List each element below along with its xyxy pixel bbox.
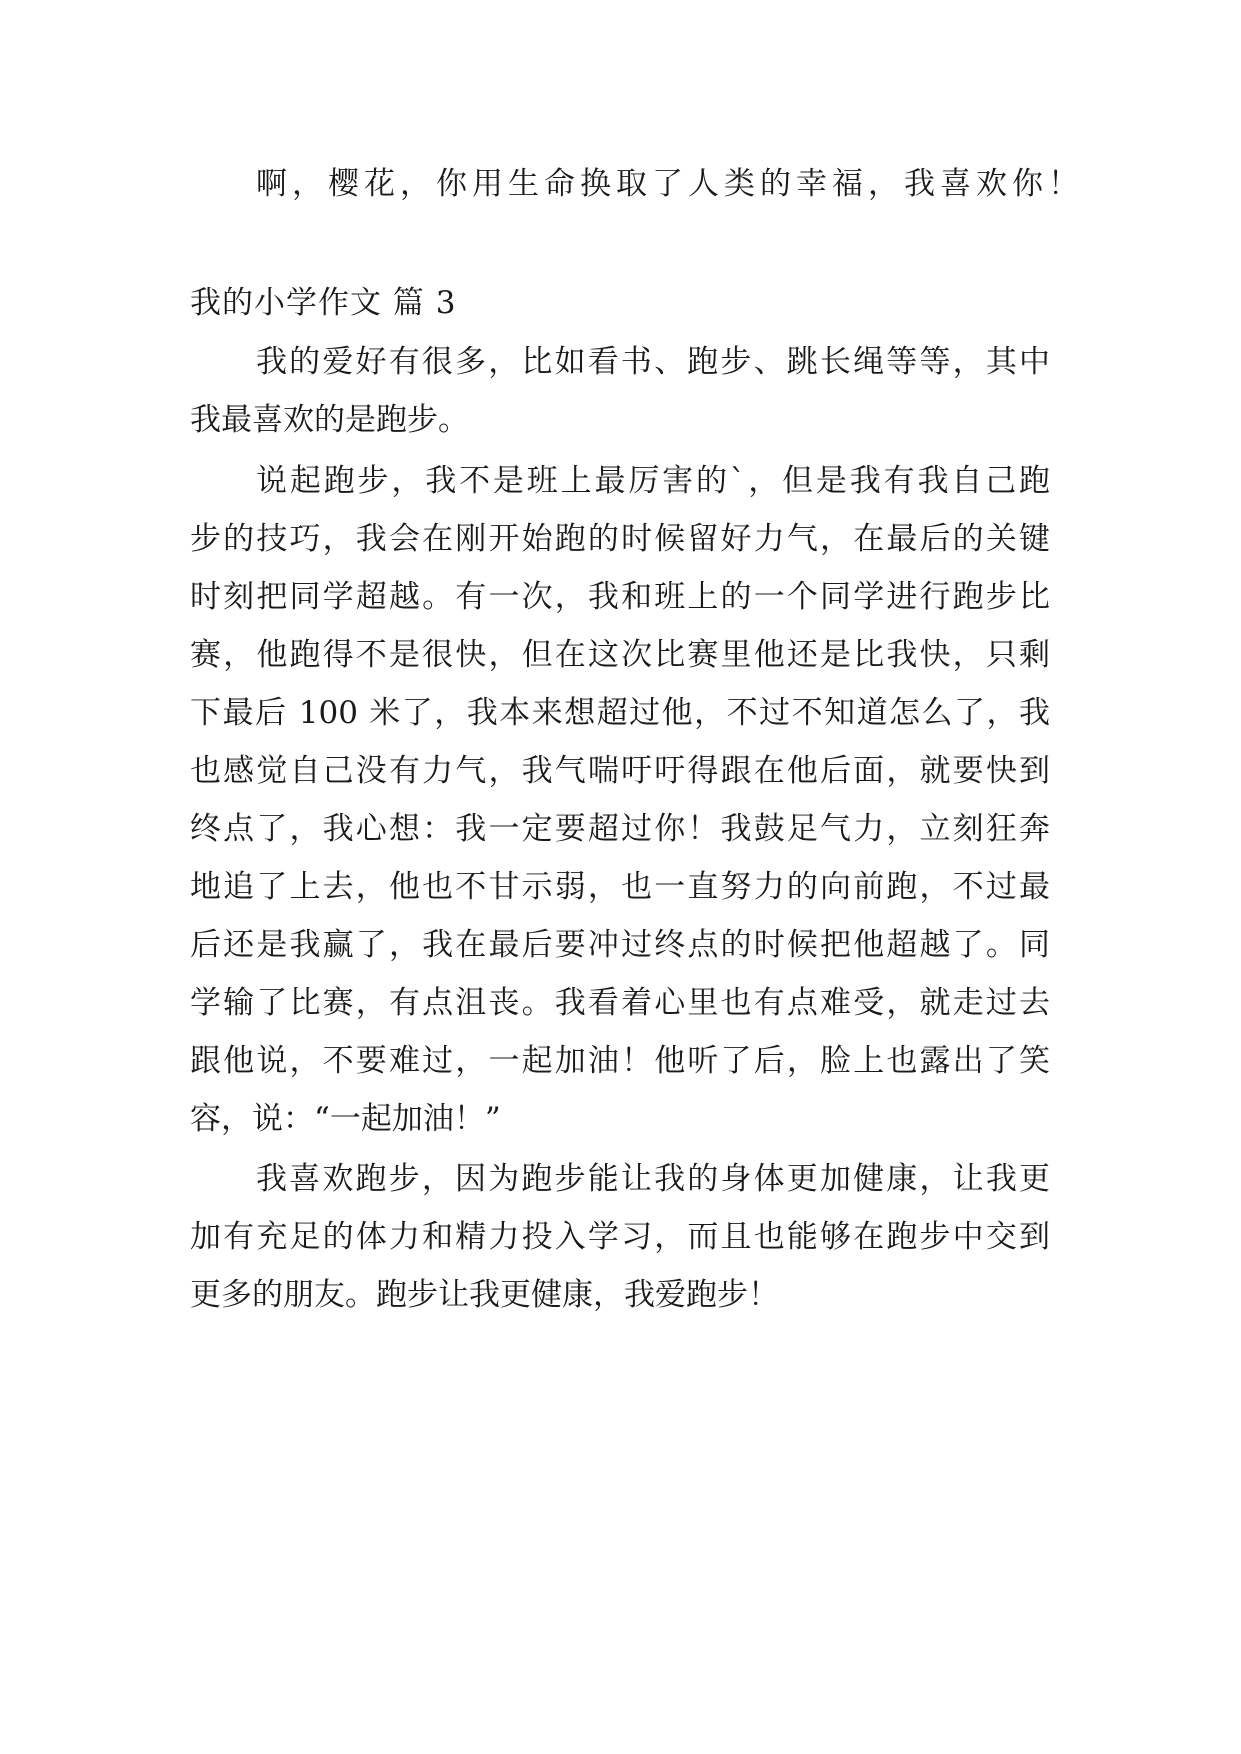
closing-line: 啊，樱花，你用生命换取了人类的幸福，我喜欢你！ (256, 166, 1084, 202)
paragraph-line: 更多的朋友。跑步让我更健康，我爱跑步！ (190, 1277, 779, 1313)
paragraph-line: 也感觉自己没有力气，我气喘吁吁得跟在他后面，就要快到 (190, 753, 1050, 789)
paragraph-line: 后还是我赢了，我在最后要冲过终点的时候把他超越了。同 (190, 927, 1050, 963)
paragraph-line: 步的技巧，我会在刚开始跑的时候留好力气，在最后的关键 (190, 521, 1050, 557)
paragraph-line: 终点了，我心想：我一定要超过你！我鼓足气力，立刻狂奔 (190, 811, 1050, 847)
paragraph-line: 加有充足的体力和精力投入学习，而且也能够在跑步中交到 (190, 1219, 1050, 1255)
paragraph-line: 我最喜欢的是跑步。 (190, 402, 469, 438)
paragraph-line: 时刻把同学超越。有一次，我和班上的一个同学进行跑步比 (190, 579, 1050, 615)
paragraph-line: 下最后 100 米了，我本来想超过他，不过不知道怎么了，我 (190, 695, 1050, 731)
paragraph-line: 学输了比赛，有点沮丧。我看着心里也有点难受，就走过去 (190, 985, 1050, 1021)
paragraph-line: 跟他说，不要难过，一起加油！他听了后，脸上也露出了笑 (190, 1043, 1050, 1079)
paragraph-line: 赛，他跑得不是很快，但在这次比赛里他还是比我快，只剩 (190, 637, 1050, 673)
paragraph-line: 我喜欢跑步，因为跑步能让我的身体更加健康，让我更 (256, 1161, 1050, 1197)
paragraph-line: 说起跑步，我不是班上最厉害的`，但是我有我自己跑 (256, 463, 1050, 499)
essay-heading: 我的小学作文 篇 3 (190, 285, 457, 321)
paragraph-line: 我的爱好有很多，比如看书、跑步、跳长绳等等，其中 (256, 344, 1050, 380)
paragraph-line: 容，说：“一起加油！” (190, 1101, 501, 1137)
paragraph-line: 地追了上去，他也不甘示弱，也一直努力的向前跑，不过最 (190, 869, 1050, 905)
